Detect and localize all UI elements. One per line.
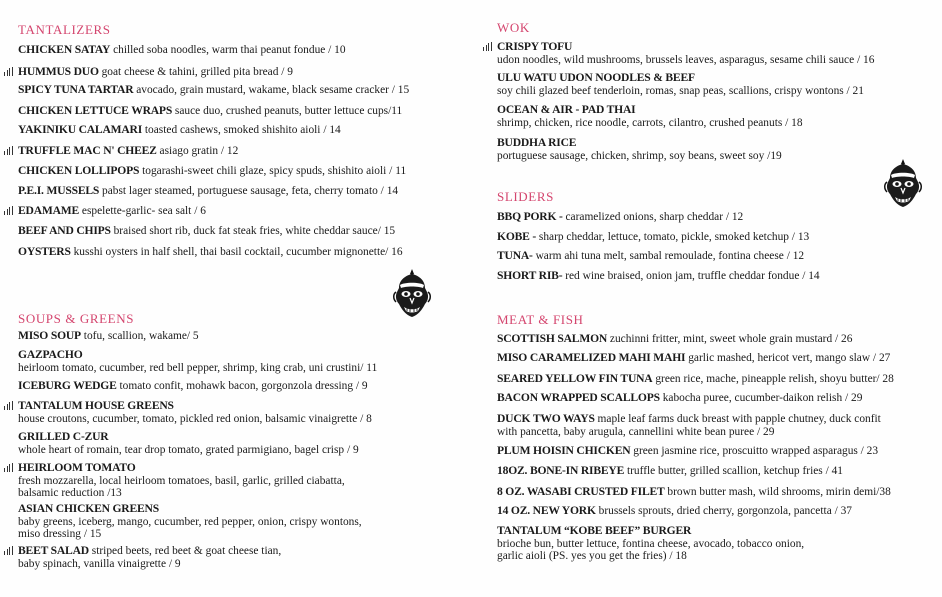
menu-item-bacon-scallops: BACON WRAPPED SCALLOPS kabocha puree, cucumber-daikon relish / 29 (497, 391, 863, 404)
signature-dish-icon (4, 146, 14, 155)
menu-item-house-greens: TANTALUM HOUSE GREENS house croutons, cucumber, tomato, pickled red onion, balsamic vinaigrette / 8 (18, 400, 372, 425)
menu-item-buddha-rice: BUDDHA RICE portuguese sausage, chicken, shrimp, soy beans, sweet soy /19 (497, 136, 782, 162)
menu-item-slider-short-rib: SHORT RIB- red wine braised, onion jam, truffle cheddar fondue / 14 (497, 269, 820, 282)
menu-item-yellow-fin-tuna: SEARED YELLOW FIN TUNA green rice, mache, pineapple relish, shoyu butter/ 28 (497, 372, 894, 385)
menu-item-new-york: 14 OZ. NEW YORK brussels sprouts, dried cherry, gorgonzola, pancetta / 37 (497, 504, 853, 517)
section-title-wok: WOK (497, 20, 530, 35)
menu-item-slider-kobe: KOBE - sharp cheddar, lettuce, tomato, pickle, smoked ketchup / 13 (497, 230, 810, 243)
section-title-tantalizers: TANTALIZERS (18, 22, 111, 37)
menu-item-beef-and-chips: BEEF AND CHIPS braised short rib, duck fat steak fries, white cheddar sauce/ 15 (18, 224, 396, 237)
menu-item-hummus-duo: HUMMUS DUO goat cheese & tahini, grilled pita bread / 9 (18, 66, 293, 79)
menu-item-bone-in-ribeye: 18OZ. BONE-IN RIBEYE truffle butter, grilled scallion, ketchup fries / 41 (497, 464, 843, 477)
menu-item-heirloom-tomato: HEIRLOOM TOMATO fresh mozzarella, local heirloom tomatoes, basil, garlic, grilled ciabatta, balsamic reduction /13 (18, 462, 345, 500)
mask-logo-icon (390, 268, 434, 320)
signature-dish-icon (483, 42, 493, 51)
section-title-meat-fish: MEAT & FISH (497, 312, 584, 327)
menu-item-slider-tuna: TUNA- warm ahi tuna melt, sambal remoulade, fontina cheese / 12 (497, 249, 805, 262)
menu-item-duck-two-ways: DUCK TWO WAYS maple leaf farms duck breast with papple chutney, duck confit with pancetta, baby arugula, cannellini white bean puree / 29 (497, 412, 881, 438)
menu-item-yakiniku-calamari: YAKINIKU CALAMARI toasted cashews, smoked shishito aioli / 14 (18, 123, 341, 136)
menu-item-kobe-burger: TANTALUM “KOBE BEEF” BURGER brioche bun, butter lettuce, fontina cheese, avocado, tobacco onion, garlic aioli (PS. yes you get the fries) / 18 (497, 524, 805, 562)
menu-item-chicken-lettuce-wraps: CHICKEN LETTUCE WRAPS sauce duo, crushed peanuts, butter lettuce cups/11 (18, 104, 403, 117)
signature-dish-icon (4, 206, 14, 215)
menu-item-miso-soup: MISO SOUP tofu, scallion, wakame/ 5 (18, 329, 199, 342)
mask-logo-icon (881, 158, 925, 210)
menu-item-spicy-tuna-tartar: SPICY TUNA TARTAR avocado, grain mustard, wakame, black sesame cracker / 15 (18, 83, 410, 96)
menu-item-asian-chicken-greens: ASIAN CHICKEN GREENS baby greens, iceberg, mango, cucumber, red pepper, onion, crispy wontons, miso dressing / 15 (18, 502, 362, 540)
menu-item-plum-hoisin-chicken: PLUM HOISIN CHICKEN green jasmine rice, proscuitto wrapped asparagus / 23 (497, 444, 879, 457)
menu-item-wasabi-filet: 8 OZ. WASABI CRUSTED FILET brown butter mash, wild shrooms, mirin demi/38 (497, 485, 891, 498)
menu-item-gazpacho: GAZPACHO heirloom tomato, cucumber, red bell pepper, shrimp, king crab, uni crustini/ 11 (18, 348, 378, 374)
menu-item-chicken-lollipops: CHICKEN LOLLIPOPS togarashi-sweet chili glaze, spicy spuds, shishito aioli / 11 (18, 164, 407, 177)
menu-item-oysters: OYSTERS kusshi oysters in half shell, thai basil cocktail, cucumber mignonette/ 16 (18, 245, 403, 258)
menu-item-slider-bbq-pork: BBQ PORK - caramelized onions, sharp cheddar / 12 (497, 210, 744, 223)
section-title-soups-greens: SOUPS & GREENS (18, 311, 135, 326)
menu-item-pad-thai: OCEAN & AIR - PAD THAI shrimp, chicken, rice noodle, carrots, cilantro, crushed peanuts / 18 (497, 103, 803, 129)
menu-item-edamame: EDAMAME espelette-garlic- sea salt / 6 (18, 205, 206, 218)
menu-item-scottish-salmon: SCOTTISH SALMON zuchinni fritter, mint, sweet whole grain mustard / 26 (497, 332, 853, 345)
menu-item-grilled-czur: GRILLED C-ZUR whole heart of romain, tear drop tomato, grated parmigiano, bagel crisp / 9 (18, 430, 359, 456)
signature-dish-icon (4, 401, 14, 410)
menu-item-mahi-mahi: MISO CARAMELIZED MAHI MAHI garlic mashed, hericot vert, mango slaw / 27 (497, 351, 891, 364)
menu-item-beet-salad: BEET SALAD striped beets, red beet & goat cheese tian, baby spinach, vanilla vinaigrette / 9 (18, 545, 281, 570)
menu-item-ulu-watu-udon: ULU WATU UDON NOODLES & BEEF soy chili glazed beef tenderloin, romas, snap peas, scallions, crispy wontons / 21 (497, 71, 864, 97)
menu-item-crispy-tofu: CRISPY TOFU udon noodles, wild mushrooms, brussels leaves, asparagus, sesame chili sauce / 16 (497, 41, 874, 66)
menu-item-chicken-satay: CHICKEN SATAY chilled soba noodles, warm thai peanut fondue / 10 (18, 43, 346, 56)
section-title-sliders: SLIDERS (497, 189, 554, 204)
signature-dish-icon (4, 546, 14, 555)
signature-dish-icon (4, 463, 14, 472)
menu-item-pei-mussels: P.E.I. MUSSELS pabst lager steamed, portuguese sausage, feta, cherry tomato / 14 (18, 184, 399, 197)
signature-dish-icon (4, 67, 14, 76)
menu-item-truffle-mac: TRUFFLE MAC N' CHEEZ asiago gratin / 12 (18, 145, 238, 158)
menu-item-iceburg-wedge: ICEBURG WEDGE tomato confit, mohawk bacon, gorgonzola dressing / 9 (18, 379, 368, 392)
